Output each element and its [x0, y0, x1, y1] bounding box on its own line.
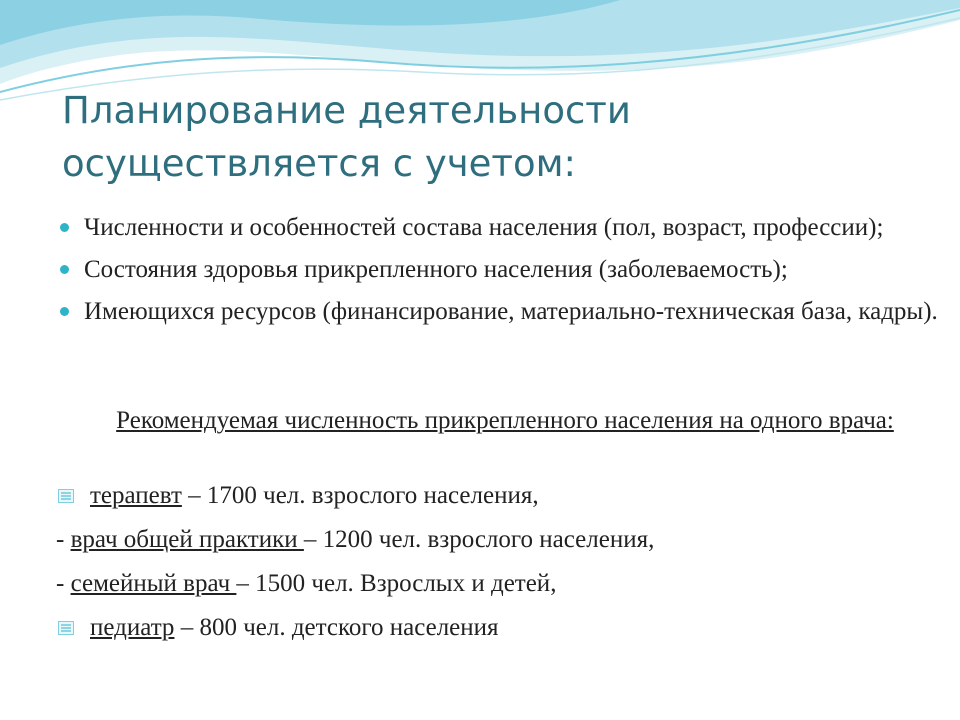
- list-item: [58, 296, 938, 328]
- role-quota: – 1200 чел. взрослого населения,: [303, 526, 655, 553]
- dash-marker: -: [56, 570, 71, 597]
- role-label: педиатр: [90, 614, 175, 641]
- recommendation-row-gp: [56, 524, 936, 556]
- role-quota: – 800 чел. детского населения: [174, 614, 499, 641]
- sub-bullet-icon: [58, 489, 74, 503]
- slide-title: [62, 84, 922, 190]
- bullet-icon: [60, 307, 69, 316]
- role-label: врач общей практики: [70, 526, 304, 553]
- recommendation-heading: Рекомендуемая численность прикрепленного населения на одного врача:: [116, 407, 894, 434]
- dash-marker: -: [56, 526, 71, 553]
- title-line-1: Планирование деятельности: [62, 89, 631, 132]
- bullet-icon: [60, 265, 69, 274]
- list-item-text: Численности и особенностей состава населения (пол, возраст, профессии);: [84, 214, 884, 241]
- list-item: [58, 254, 938, 286]
- bullet-icon: [60, 223, 69, 232]
- recommendation-list: [56, 480, 936, 656]
- list-item: [58, 212, 938, 244]
- role-label: терапевт: [90, 482, 182, 509]
- title-line-2: осуществляется с учетом:: [62, 142, 576, 185]
- role-quota: – 1700 чел. взрослого населения,: [181, 482, 539, 509]
- role-label: семейный врач: [70, 570, 237, 597]
- consideration-list: [58, 212, 938, 338]
- list-item-text: Имеющихся ресурсов (финансирование, материально-техническая база, кадры).: [84, 298, 938, 325]
- recommendation-row-pediatrician: [56, 612, 936, 644]
- role-quota: – 1500 чел. Взрослых и детей,: [236, 570, 557, 597]
- recommendation-row-therapist: [56, 480, 936, 512]
- recommendation-row-family-doctor: [56, 568, 936, 600]
- sub-bullet-icon: [58, 621, 74, 635]
- list-item-text: Состояния здоровья прикрепленного населения (заболеваемость);: [84, 256, 788, 283]
